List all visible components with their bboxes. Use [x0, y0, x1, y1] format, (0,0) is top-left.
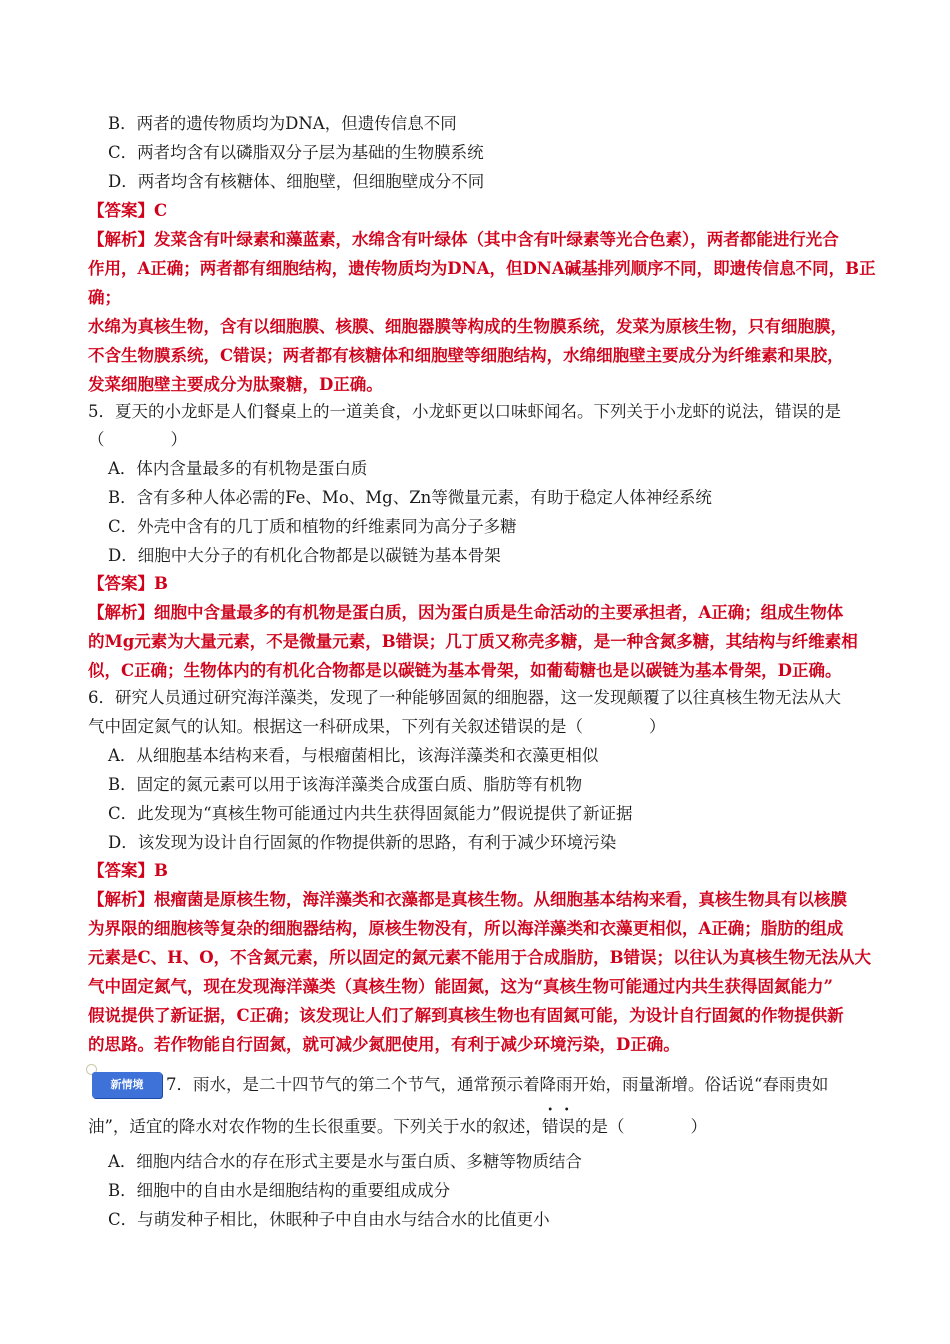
q5-option-d: D．细胞中大分子的有机化合物都是以碳链为基本骨架 [108, 546, 501, 565]
q7-stem-line-1: 7．雨水，是二十四节气的第二个节气，通常预示着降雨开始，雨量渐增。俗话说“春雨贵如 [166, 1075, 829, 1094]
emphasis-dot-icon: • [547, 1105, 554, 1116]
q5-stem-line-1: 5．夏天的小龙虾是人们餐桌上的一道美食，小龙虾更以口味虾闻名。下列关于小龙虾的说法，错误的是 [88, 402, 841, 421]
q6-analysis-line-2: 为界限的细胞核等复杂的细胞器结构，原核生物没有，所以海洋藻类和衣藻更相似，A正确；脂肪的组成 [88, 919, 844, 938]
new-context-badge: 新情境 [92, 1072, 162, 1098]
emphasis-char-1 [541, 1105, 559, 1139]
q4-option-b: B．两者的遗传物质均为DNA，但遗传信息不同 [108, 114, 457, 133]
q6-option-b: B．固定的氮元素可以用于该海洋藻类合成蛋白质、脂肪等有机物 [108, 775, 583, 794]
q5-option-b: B．含有多种人体必需的Fe、Mo、Mg、Zn等微量元素，有助于稳定人体神经系统 [108, 488, 712, 507]
q5-answer: 【答案】B [88, 574, 168, 593]
q4-option-d: D．两者均含有核糖体、细胞壁，但细胞壁成分不同 [108, 172, 485, 191]
q5-stem-line-2: （ ） [88, 430, 187, 449]
q4-option-c: C．两者均含有以磷脂双分子层为基础的生物膜系统 [108, 143, 484, 162]
q4-analysis-line-1: 【解析】发菜含有叶绿素和藻蓝素，水绵含有叶绿体（其中含有叶绿素等光合色素），两者都能进行光合 [88, 230, 839, 249]
emphasis-text-2: 误 [558, 1117, 575, 1136]
q7-stem-line-2-suffix: 的是（ ） [574, 1117, 707, 1136]
q6-option-c: C．此发现为“真核生物可能通过内共生获得固氮能力”假说提供了新证据 [108, 804, 633, 823]
emphasis-dot-icon: • [563, 1105, 570, 1116]
q6-stem-line-1: 6．研究人员通过研究海洋藻类，发现了一种能够固氮的细胞器，这一发现颠覆了以往真核生物无法从大 [88, 688, 841, 707]
q5-analysis-line-2: 的Mg元素为大量元素，不是微量元素，B错误；几丁质又称壳多糖，是一种含氮多糖，其结构与纤维素相 [88, 632, 858, 651]
q4-answer: 【答案】C [88, 201, 168, 220]
q6-analysis-line-5: 假说提供了新证据，C正确；该发现让人们了解到真核生物也有固氮可能，为设计自行固氮的作物提供新 [88, 1006, 844, 1025]
emphasis-char-2 [558, 1105, 575, 1139]
emphasis-text-1: 错 [541, 1117, 559, 1136]
q6-analysis-line-4: 气中固定氮气，现在发现海洋藻类（真核生物）能固氮，这为“真核生物可能通过内共生获得固氮能力” [88, 977, 833, 996]
q7-option-a: A．细胞内结合水的存在形式主要是水与蛋白质、多糖等物质结合 [108, 1152, 582, 1171]
q5-analysis-line-3: 似，C正确；生物体内的有机化合物都是以碳链为基本骨架，如葡萄糖也是以碳链为基本骨架，D正确。 [88, 661, 842, 680]
q5-option-a: A．体内含量最多的有机物是蛋白质 [108, 459, 368, 478]
q6-analysis-line-6: 的思路。若作物能自行固氮，就可减少氮肥使用，有利于减少环境污染，D正确。 [88, 1035, 680, 1054]
q6-option-a: A．从细胞基本结构来看，与根瘤菌相比，该海洋藻类和衣藻更相似 [108, 746, 599, 765]
q6-option-d: D．该发现为设计自行固氮的作物提供新的思路，有利于减少环境污染 [108, 833, 617, 852]
q6-answer: 【答案】B [88, 861, 168, 880]
q7-stem-line-2 [88, 1105, 707, 1139]
q7-option-b: B．细胞中的自由水是细胞结构的重要组成成分 [108, 1181, 451, 1200]
q7-option-c: C．与萌发种子相比，休眠种子中自由水与结合水的比值更小 [108, 1210, 550, 1229]
q6-analysis-line-3: 元素是C、H、O，不含氮元素，所以固定的氮元素不能用于合成脂肪，B错误；以往认为真核生物无法从大 [88, 948, 872, 967]
q6-stem-line-2: 气中固定氮气的认知。根据这一科研成果，下列有关叙述错误的是（ ） [88, 717, 666, 736]
q4-analysis-line-2: 作用，A正确；两者都有细胞结构，遗传物质均为DNA，但DNA碱基排列顺序不同，即遗传信息不同，B正 [88, 259, 876, 278]
q7-stem-line-2-prefix: 油”，适宜的降水对农作物的生长很重要。下列关于水的叙述， [88, 1117, 542, 1136]
q6-analysis-line-1: 【解析】根瘤菌是原核生物，海洋藻类和衣藻都是真核生物。从细胞基本结构来看，真核生物具有以核膜 [88, 890, 847, 909]
q4-analysis-line-5: 不含生物膜系统，C错误；两者都有核糖体和细胞壁等细胞结构，水绵细胞壁主要成分为纤维素和果胶， [88, 346, 844, 365]
q4-analysis-line-3: 确； [88, 288, 121, 307]
q4-analysis-line-6: 发菜细胞壁主要成分为肽聚糖，D正确。 [88, 375, 383, 394]
q5-option-c: C．外壳中含有的几丁质和植物的纤维素同为高分子多糖 [108, 517, 517, 536]
q4-analysis-line-4: 水绵为真核生物，含有以细胞膜、核膜、细胞器膜等构成的生物膜系统，发菜为原核生物，只有细胞膜， [88, 317, 847, 336]
q5-analysis-line-1: 【解析】细胞中含量最多的有机物是蛋白质，因为蛋白质是生命活动的主要承担者，A正确；组成生物体 [88, 603, 844, 622]
